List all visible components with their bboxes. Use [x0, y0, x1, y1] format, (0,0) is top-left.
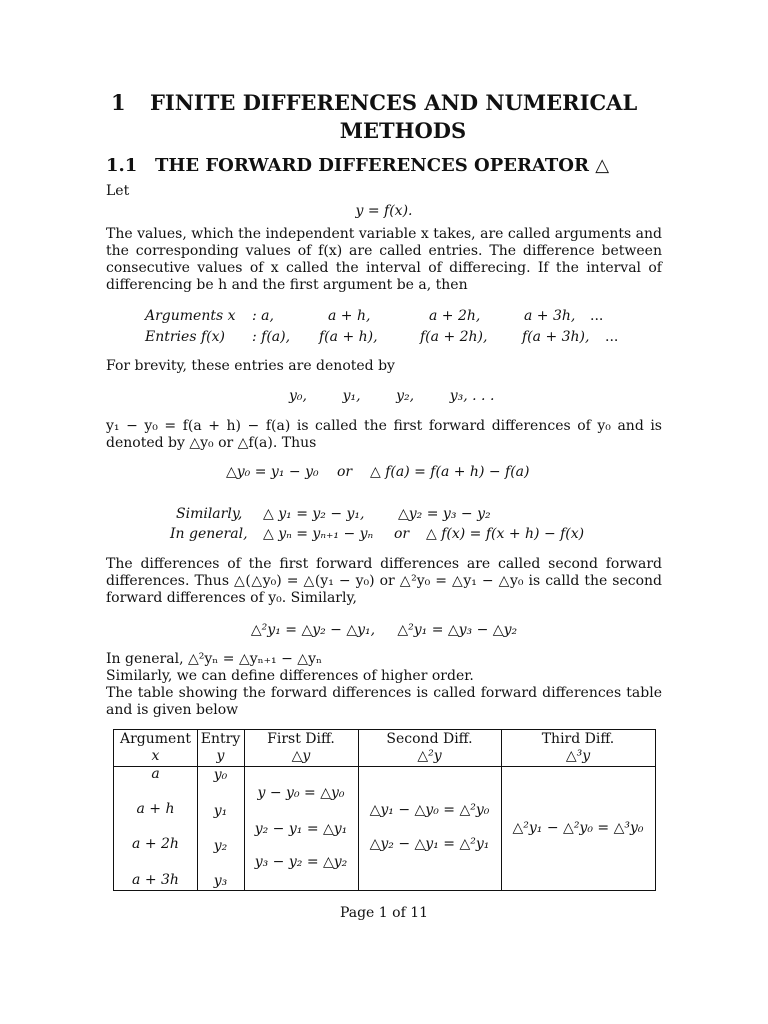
table-header-entry: Entry — [200, 731, 241, 747]
paragraph-arguments-entries: The values, which the independent variable x takes, are called arguments and the corresponding values of f(x) are called entries. The difference between consecutive values of x called the interval of differecing. If the interval of differencing be h and the first argument be a, then — [106, 226, 662, 293]
entries-value: f(a + 2h), — [420, 329, 488, 345]
page-number: Page 1 of 11 — [339, 905, 429, 921]
brevity-text: For brevity, these entries are denoted by — [106, 358, 395, 374]
paragraph-first-difference: y₁ − y₀ = f(a + h) − f(a) is called the first forward differences of y₀ and is denoted by △y₀ or △f(a). Thus — [106, 418, 662, 451]
arguments-value: a + h, — [328, 308, 371, 324]
table-cell-argument: a + 3h — [132, 872, 179, 888]
let-text: Let — [106, 183, 130, 199]
similarly-label: Similarly, — [176, 506, 243, 522]
table-cell-entry: y₂ — [213, 838, 228, 854]
table-header-argument-symbol: x — [151, 748, 160, 764]
table-cell-argument: a + 2h — [132, 836, 179, 852]
table-header-second-diff-symbol: △²y — [417, 748, 442, 764]
table-header-entry-symbol: y — [216, 748, 225, 764]
table-header-first-diff: First Diff. — [267, 731, 335, 747]
section-title-line1: FINITE DIFFERENCES AND NUMERICAL — [150, 90, 638, 115]
table-cell-second-diff: △y₂ − △y₁ = △²y₁ — [369, 836, 490, 852]
table-header-first-diff-symbol: △y — [291, 748, 311, 764]
paragraph-table-intro: The table showing the forward differences is called forward differences table and is given below — [106, 685, 662, 718]
or-word: or — [394, 526, 410, 542]
table-cell-entry: y₀ — [213, 767, 228, 783]
general-second-difference: In general, △²yₙ = △yₙ₊₁ − △yₙ — [106, 651, 323, 667]
general-equation-2: △ f(x) = f(x + h) − f(x) — [426, 526, 585, 542]
similarly-equation-1: △ y₁ = y₂ − y₁, — [263, 506, 365, 522]
table-cell-argument: a — [151, 766, 160, 782]
entries-value: ... — [605, 329, 619, 345]
table-header-third-diff-symbol: △³y — [565, 748, 591, 764]
arguments-label: Arguments x — [145, 308, 236, 324]
table-cell-entry: y₃ — [213, 873, 228, 889]
section-number: 1 — [111, 90, 126, 115]
arguments-value: a + 2h, — [429, 308, 481, 324]
y-list: y₀, y₁, y₂, y₃, . . . — [289, 388, 495, 404]
similarly-equation-2: △y₂ = y₃ − y₂ — [398, 506, 491, 522]
table-cell-first-diff: y₂ − y₁ = △y₁ — [254, 821, 348, 837]
table-cell-entry: y₁ — [213, 803, 228, 819]
entries-value: : f(a), — [252, 329, 291, 345]
general-equation-1: △ yₙ = yₙ₊₁ − yₙ — [263, 526, 374, 542]
or-word: or — [337, 464, 353, 480]
section-title-line2: METHODS — [339, 118, 467, 143]
table-cell-argument: a + h — [136, 801, 175, 817]
table-cell-first-diff: y₃ − y₂ = △y₂ — [254, 854, 348, 870]
arguments-value: : a, — [252, 308, 274, 324]
general-label: In general, — [170, 526, 248, 542]
entries-label: Entries f(x) — [145, 329, 225, 345]
equation-y-fx: y = f(x). — [355, 203, 413, 219]
paragraph-second-difference: The differences of the first forward differences are called second forward differences. Thus △(△y₀) = △(y₁ − y₀) or △²y₀ = △y₁ − △y₀ is calld the second forward differences of y₀. Similarly, — [106, 556, 662, 606]
higher-order-text: Similarly, we can define differences of higher order. — [106, 668, 474, 684]
equation-first-diff-f: △ f(a) = f(a + h) − f(a) — [370, 464, 530, 480]
table-header-third-diff: Third Diff. — [541, 731, 615, 747]
arguments-value: a + 3h, — [524, 308, 576, 324]
entries-value: f(a + 3h), — [522, 329, 590, 345]
table-header-argument: Argument — [120, 731, 191, 747]
subsection-number: 1.1 — [106, 155, 138, 176]
equation-second-diff: △²y₁ = △y₂ − △y₁, △²y₁ = △y₃ − △y₂ — [250, 622, 518, 638]
entries-value: f(a + h), — [319, 329, 378, 345]
equation-first-diff: △y₀ = y₁ − y₀ — [226, 464, 319, 480]
table-cell-third-diff: △²y₁ − △²y₀ = △³y₀ — [512, 820, 644, 836]
table-cell-first-diff: y − y₀ = △y₀ — [257, 785, 345, 801]
forward-differences-table — [113, 729, 656, 891]
arguments-value: ... — [590, 308, 604, 324]
subsection-title: THE FORWARD DIFFERENCES OPERATOR △ — [155, 155, 610, 176]
table-header-second-diff: Second Diff. — [386, 731, 473, 747]
table-cell-second-diff: △y₁ − △y₀ = △²y₀ — [369, 802, 490, 818]
